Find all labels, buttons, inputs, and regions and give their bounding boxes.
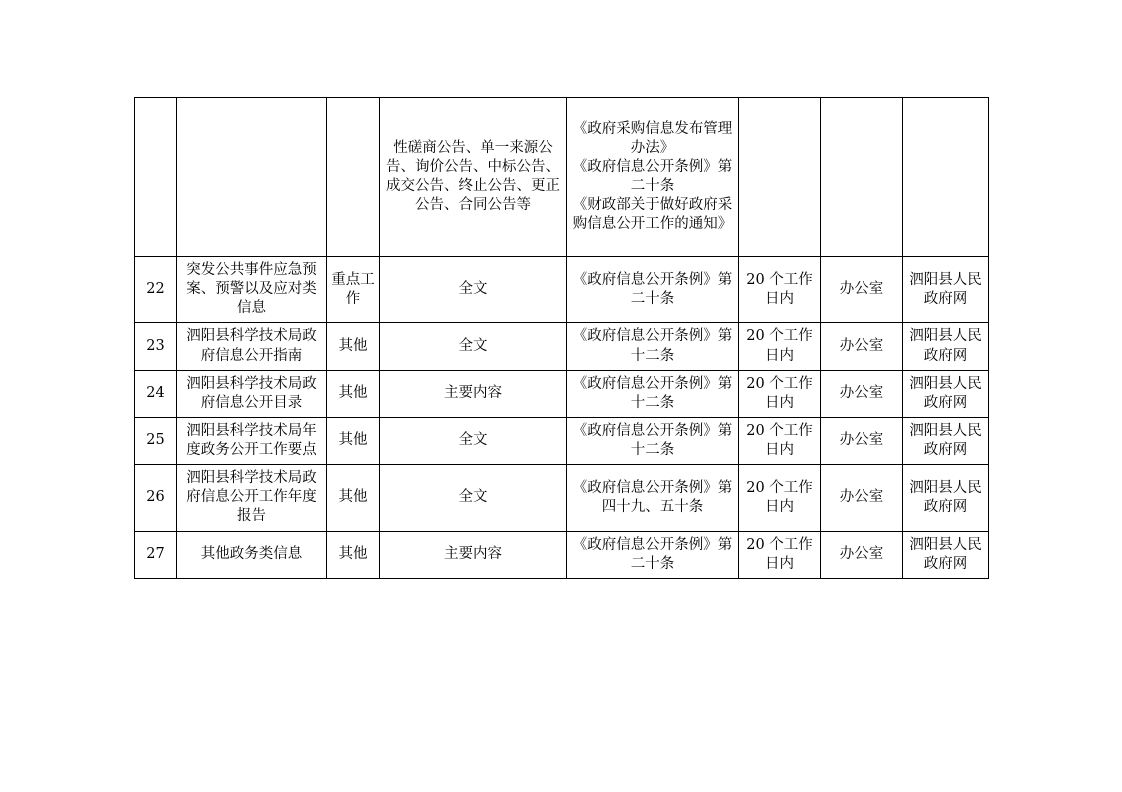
table-row bbox=[135, 417, 989, 464]
row-time-limit: 20 个工作日内 bbox=[739, 323, 821, 370]
row-number: 26 bbox=[135, 465, 177, 531]
row-scope: 性磋商公告、单一来源公告、询价公告、中标公告、成交公告、终止公告、更正公告、合同公告等 bbox=[380, 98, 567, 257]
row-department: 办公室 bbox=[821, 370, 903, 417]
row-channel: 泗阳县人民政府网 bbox=[903, 465, 989, 531]
row-department: 办公室 bbox=[821, 465, 903, 531]
row-info-name: 其他政务类信息 bbox=[177, 531, 327, 578]
row-department: 办公室 bbox=[821, 417, 903, 464]
row-time-limit: 20 个工作日内 bbox=[739, 257, 821, 323]
table-row bbox=[135, 370, 989, 417]
row-channel: 泗阳县人民政府网 bbox=[903, 323, 989, 370]
table-row bbox=[135, 531, 989, 578]
row-info-name: 泗阳县科学技术局政府信息公开目录 bbox=[177, 370, 327, 417]
row-scope: 全文 bbox=[380, 417, 567, 464]
table-row bbox=[135, 465, 989, 531]
row-basis: 《政府信息公开条例》第二十条 bbox=[567, 257, 739, 323]
table-row bbox=[135, 98, 989, 257]
row-department: 办公室 bbox=[821, 531, 903, 578]
row-channel: 泗阳县人民政府网 bbox=[903, 531, 989, 578]
row-basis: 《政府信息公开条例》第十二条 bbox=[567, 417, 739, 464]
table bbox=[134, 97, 989, 579]
row-number: 27 bbox=[135, 531, 177, 578]
row-basis: 《政府信息公开条例》第二十条 bbox=[567, 531, 739, 578]
row-department: 办公室 bbox=[821, 257, 903, 323]
row-type bbox=[327, 98, 380, 257]
row-number: 25 bbox=[135, 417, 177, 464]
row-time-limit bbox=[739, 98, 821, 257]
row-type: 其他 bbox=[327, 531, 380, 578]
row-info-name: 泗阳县科学技术局政府信息公开工作年度报告 bbox=[177, 465, 327, 531]
row-channel: 泗阳县人民政府网 bbox=[903, 417, 989, 464]
table-row bbox=[135, 323, 989, 370]
row-info-name: 泗阳县科学技术局年度政务公开工作要点 bbox=[177, 417, 327, 464]
row-basis: 《政府信息公开条例》第十二条 bbox=[567, 370, 739, 417]
row-department bbox=[821, 98, 903, 257]
row-basis: 《政府采购信息发布管理办法》 《政府信息公开条例》第二十条 《财政部关于做好政府采购信息公开工作的通知》 bbox=[567, 98, 739, 257]
row-time-limit: 20 个工作日内 bbox=[739, 465, 821, 531]
row-type: 其他 bbox=[327, 323, 380, 370]
row-type: 其他 bbox=[327, 465, 380, 531]
row-info-name bbox=[177, 98, 327, 257]
row-department: 办公室 bbox=[821, 323, 903, 370]
row-scope: 全文 bbox=[380, 465, 567, 531]
row-info-name: 泗阳县科学技术局政府信息公开指南 bbox=[177, 323, 327, 370]
row-number: 22 bbox=[135, 257, 177, 323]
information-disclosure-table bbox=[134, 97, 988, 579]
row-time-limit: 20 个工作日内 bbox=[739, 417, 821, 464]
row-number bbox=[135, 98, 177, 257]
row-time-limit: 20 个工作日内 bbox=[739, 370, 821, 417]
row-type: 其他 bbox=[327, 417, 380, 464]
row-scope: 全文 bbox=[380, 323, 567, 370]
table-row bbox=[135, 257, 989, 323]
row-scope: 全文 bbox=[380, 257, 567, 323]
row-channel: 泗阳县人民政府网 bbox=[903, 370, 989, 417]
row-number: 23 bbox=[135, 323, 177, 370]
row-type: 其他 bbox=[327, 370, 380, 417]
row-type: 重点工作 bbox=[327, 257, 380, 323]
row-number: 24 bbox=[135, 370, 177, 417]
row-basis: 《政府信息公开条例》第十二条 bbox=[567, 323, 739, 370]
row-time-limit: 20 个工作日内 bbox=[739, 531, 821, 578]
row-scope: 主要内容 bbox=[380, 370, 567, 417]
row-channel bbox=[903, 98, 989, 257]
row-channel: 泗阳县人民政府网 bbox=[903, 257, 989, 323]
row-scope: 主要内容 bbox=[380, 531, 567, 578]
row-basis: 《政府信息公开条例》第四十九、五十条 bbox=[567, 465, 739, 531]
row-info-name: 突发公共事件应急预案、预警以及应对类信息 bbox=[177, 257, 327, 323]
table-body bbox=[135, 98, 989, 579]
